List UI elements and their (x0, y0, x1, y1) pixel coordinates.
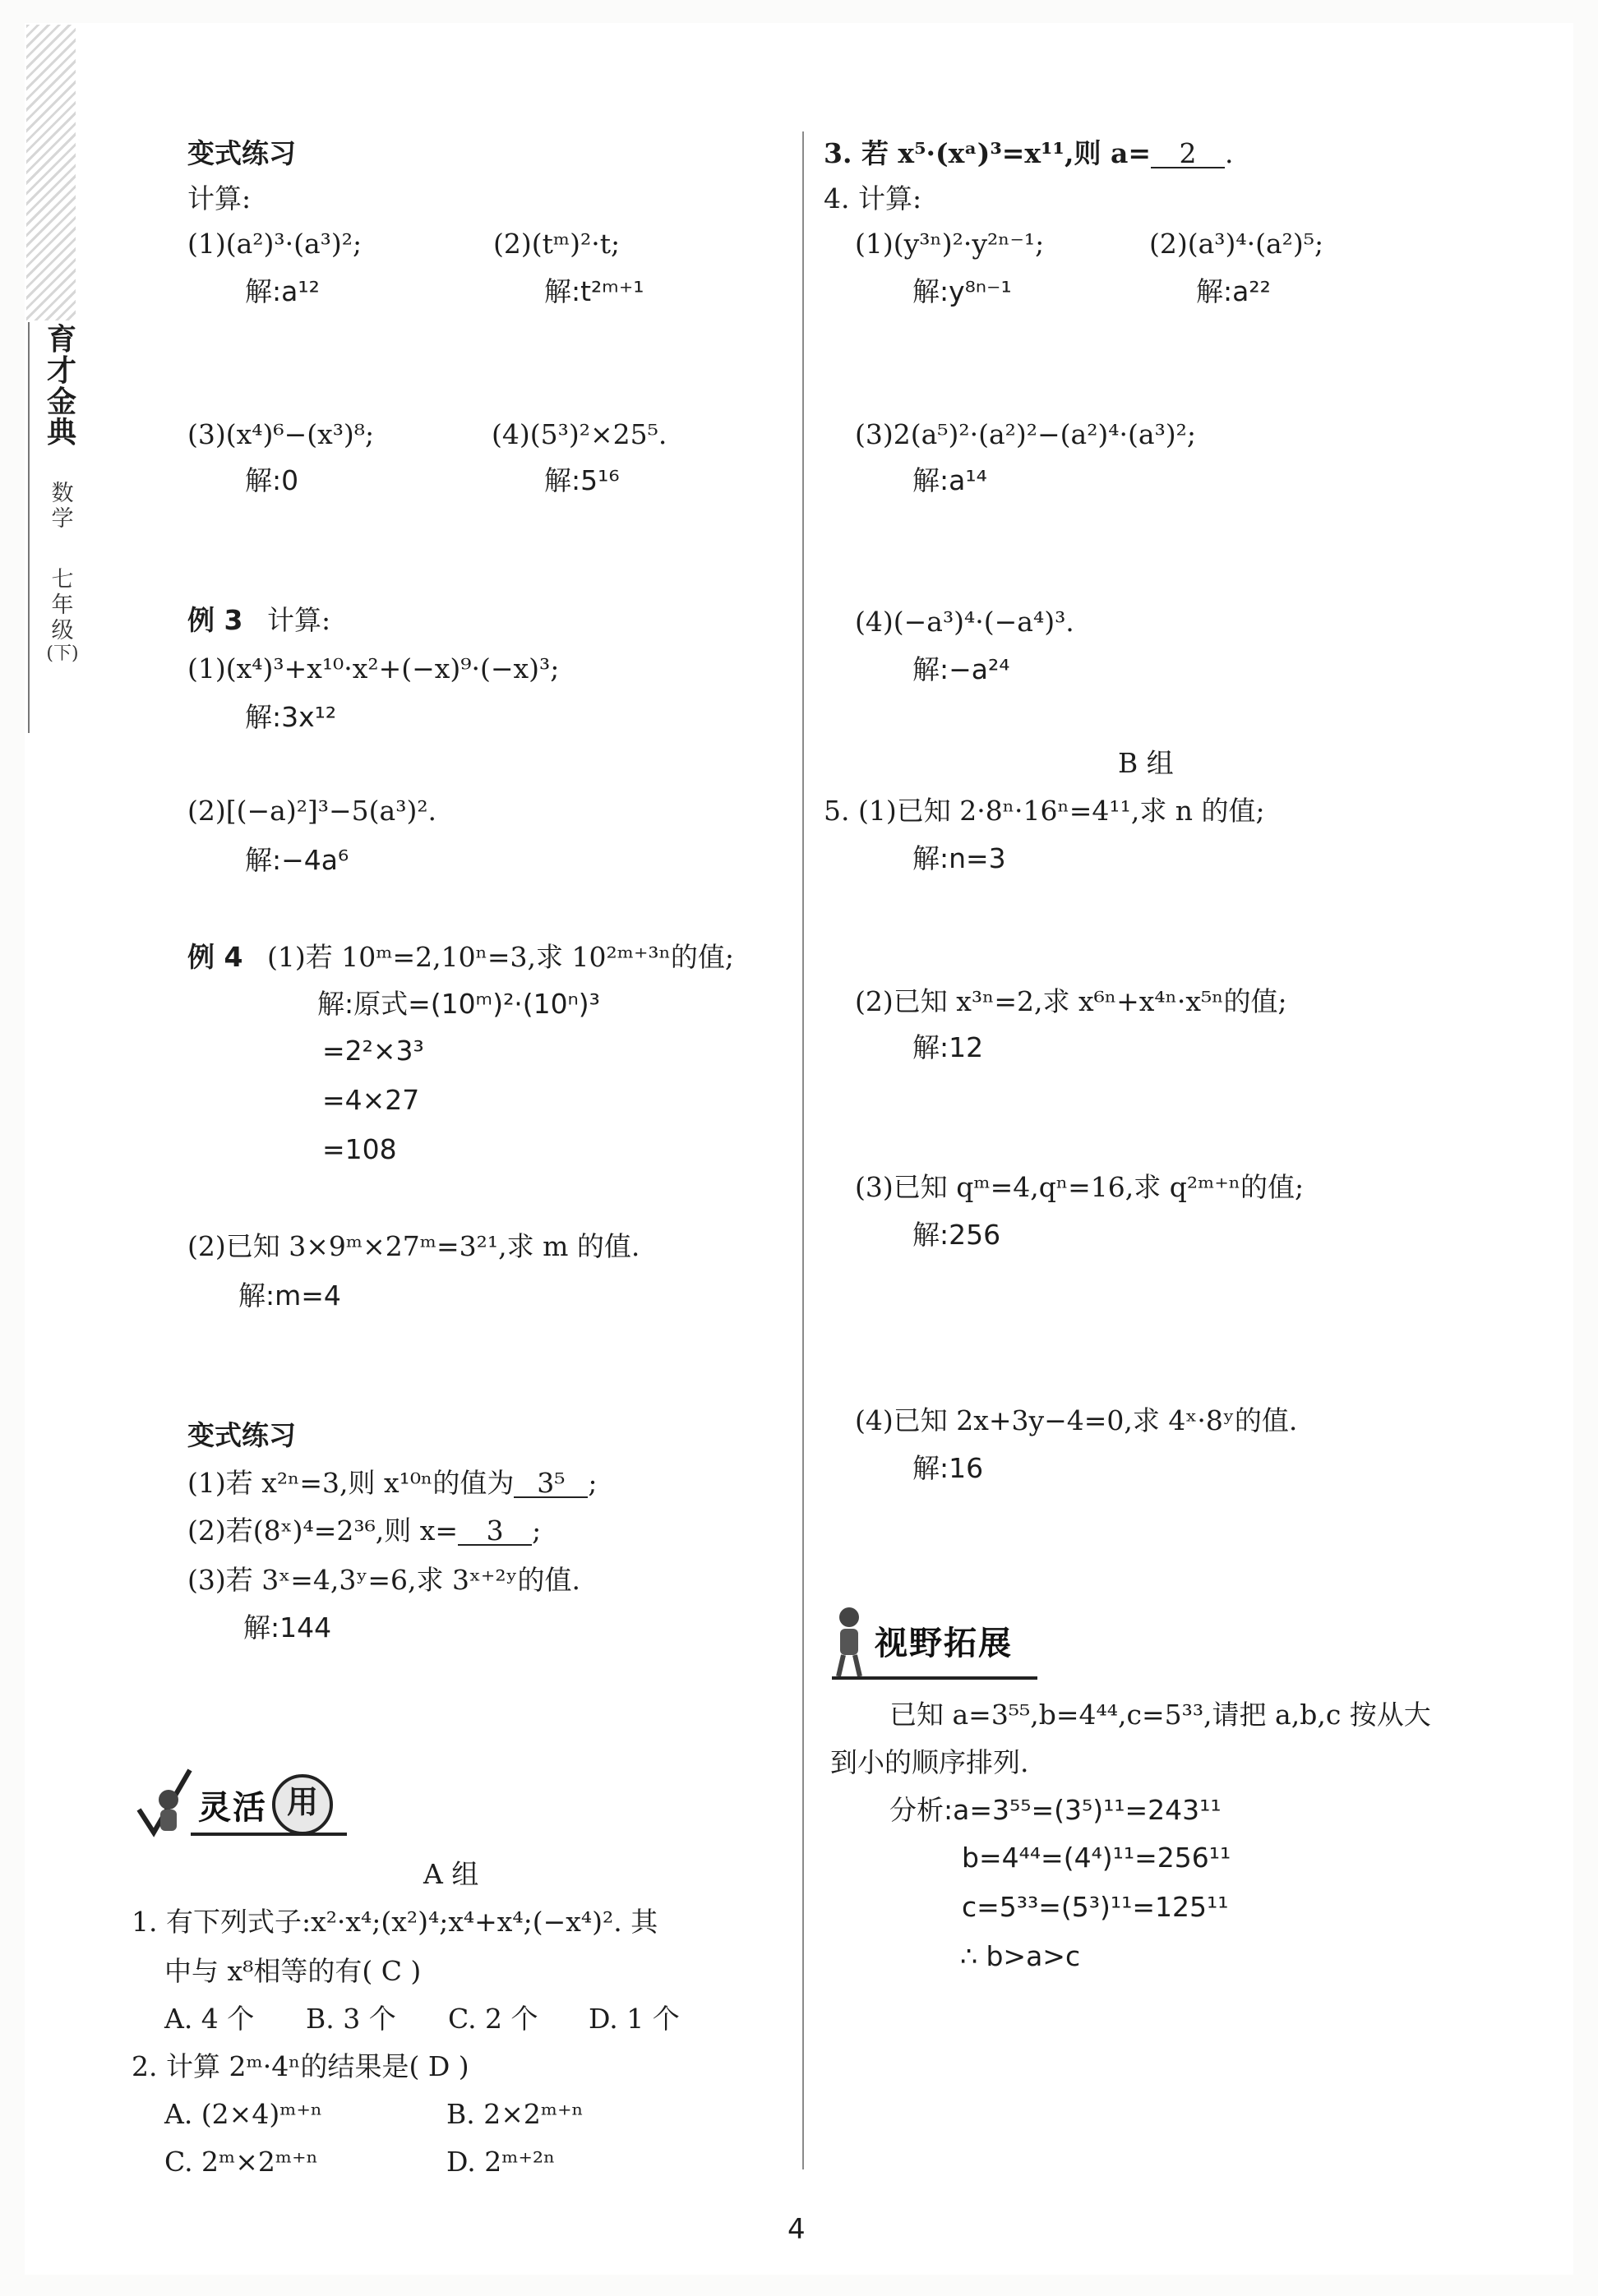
problem: (2)已知 x³ⁿ=2,求 x⁶ⁿ+x⁴ⁿ·x⁵ⁿ的值; (855, 985, 1287, 1017)
option: A. (2×4)ᵐ⁺ⁿ (164, 2098, 323, 2130)
option: D. 1 个 (589, 2003, 680, 2035)
option: A. 4 个 (164, 2003, 255, 2035)
solution: 解:−a²⁴ (912, 653, 1010, 685)
spine-hatch-decoration (26, 25, 76, 320)
problem: (2)(a³)⁴·(a²)⁵; (1149, 228, 1324, 260)
problem: (3)(x⁴)⁶−(x³)⁸; (187, 418, 375, 450)
banner-text-a: 灵活 (198, 1788, 267, 1827)
column-divider (802, 131, 804, 2169)
brand-char: 金 (46, 384, 76, 419)
problem: (3)若 3ˣ=4,3ʸ=6,求 3ˣ⁺²ʸ的值. (187, 1564, 581, 1596)
solution: 解:12 (912, 1031, 984, 1063)
group-heading: A 组 (423, 1858, 479, 1890)
page-number: 4 (787, 2213, 806, 2246)
option: C. 2ᵐ×2ᵐ⁺ⁿ (164, 2146, 318, 2178)
vision-banner (829, 1602, 1013, 1678)
question: 1. 有下列式子:x²·x⁴;(x²)⁴;x⁴+x⁴;(−x⁴)². 其 (132, 1906, 658, 1938)
question: 4. 计算: (824, 182, 922, 214)
answer-blank: 3 (458, 1517, 532, 1546)
brand-char: 育 (46, 322, 76, 357)
option: D. 2ᵐ⁺²ⁿ (446, 2146, 556, 2178)
mascot-icon (829, 1602, 870, 1678)
brand-char: 典 (46, 415, 76, 450)
analysis-step: c=5³³=(5³)¹¹=125¹¹ (962, 1891, 1229, 1923)
solution: 解:n=3 (912, 842, 1006, 874)
fill-blank-problem: 3. 若 x⁵·(xᵃ)³=x¹¹,则 a= 2 . (824, 137, 1234, 169)
solution: 解:0 (245, 464, 299, 496)
solution: 解:t²ᵐ⁺¹ (544, 275, 644, 307)
solution: 解:−4a⁶ (245, 844, 349, 876)
solution: 解:y⁸ⁿ⁻¹ (912, 275, 1012, 307)
solution-step: =108 (322, 1133, 397, 1165)
analysis-step: b=4⁴⁴=(4⁴)¹¹=256¹¹ (962, 1842, 1231, 1874)
problem: (3)2(a⁵)²·(a²)²−(a²)⁴·(a³)²; (855, 418, 1197, 450)
solution-step: =4×27 (322, 1084, 420, 1116)
problem: (1)(y³ⁿ)²·y²ⁿ⁻¹; (855, 228, 1045, 260)
solution: 解:原式=(10ᵐ)²·(10ⁿ)³ (317, 988, 600, 1020)
mascot-icon (136, 1767, 193, 1842)
problem: (1)(a²)³·(a³)²; (187, 228, 363, 260)
banner-title: 视野拓展 (875, 1624, 1013, 1662)
solution: 解:a²² (1196, 275, 1271, 307)
extension-text: 到小的顺序排列. (830, 1746, 1029, 1778)
fill-blank-problem: (2)若(8ˣ)⁴=2³⁶,则 x= 3 ; (187, 1515, 542, 1547)
banner-underline (191, 1833, 347, 1836)
option: B. 2×2ᵐ⁺ⁿ (446, 2098, 584, 2130)
solution: 解:256 (912, 1219, 1001, 1251)
problem: (2)已知 3×9ᵐ×27ᵐ=3²¹,求 m 的值. (187, 1230, 640, 1262)
brand-char: 才 (46, 353, 76, 388)
spine-brand (43, 322, 81, 450)
spine-rule (28, 322, 30, 733)
problem: (1)若 10ᵐ=2,10ⁿ=3,求 10²ᵐ⁺³ⁿ的值; (267, 941, 734, 973)
question-cont: 中与 x⁸相等的有( C ) (164, 1955, 422, 1987)
spine-subject: 数 学 (51, 481, 74, 533)
solution: 解:144 (243, 1611, 332, 1644)
banner-underline (832, 1676, 1037, 1680)
option: B. 3 个 (306, 2003, 396, 2035)
group-heading: B 组 (1118, 747, 1174, 779)
problem: (4)已知 2x+3y−4=0,求 4ˣ·8ʸ的值. (855, 1404, 1298, 1436)
question: 2. 计算 2ᵐ·4ⁿ的结果是( D ) (132, 2050, 469, 2082)
option: C. 2 个 (448, 2003, 538, 2035)
example-label: 例 3 (187, 604, 243, 636)
solution: 解:a¹² (245, 275, 320, 307)
problem: (1)(x⁴)³+x¹⁰·x²+(−x)⁹·(−x)³; (187, 652, 560, 685)
answer-blank: 2 (1151, 140, 1225, 168)
solution: 解:3x¹² (245, 701, 337, 733)
answer-blank: 3⁵ (514, 1469, 588, 1498)
solution-step: =2²×3³ (322, 1035, 424, 1067)
problem: (2)[(−a)²]³−5(a³)². (187, 795, 437, 827)
analysis-step: 分析:a=3⁵⁵=(3⁵)¹¹=243¹¹ (889, 1794, 1222, 1826)
extension-text: 已知 a=3⁵⁵,b=4⁴⁴,c=5³³,请把 a,b,c 按从大 (889, 1699, 1431, 1731)
analysis-conclusion: ∴ b>a>c (960, 1940, 1081, 1972)
flex-banner (136, 1767, 333, 1842)
instruction: 计算: (267, 604, 331, 636)
solution: 解:a¹⁴ (912, 464, 987, 496)
spine-grade: 七 年 级 (下) (46, 567, 79, 665)
problem: (3)已知 qᵐ=4,qⁿ=16,求 q²ᵐ⁺ⁿ的值; (855, 1171, 1305, 1203)
section-heading: 变式练习 (187, 1419, 296, 1451)
section-heading: 变式练习 (187, 137, 296, 169)
problem: (2)(tᵐ)²·t; (493, 228, 621, 260)
banner-circle-glyph: 用 (272, 1774, 333, 1835)
example-label: 例 4 (187, 941, 243, 973)
solution: 解:5¹⁶ (544, 464, 620, 496)
fill-blank-problem: (1)若 x²ⁿ=3,则 x¹⁰ⁿ的值为 3⁵ ; (187, 1467, 598, 1499)
solution: 解:16 (912, 1452, 984, 1484)
problem: (4)(−a³)⁴·(−a⁴)³. (855, 606, 1074, 638)
instruction: 计算: (187, 182, 252, 214)
solution: 解:m=4 (238, 1279, 341, 1312)
problem: (4)(5³)²×25⁵. (492, 418, 667, 450)
question: 5. (1)已知 2·8ⁿ·16ⁿ=4¹¹,求 n 的值; (824, 795, 1265, 827)
